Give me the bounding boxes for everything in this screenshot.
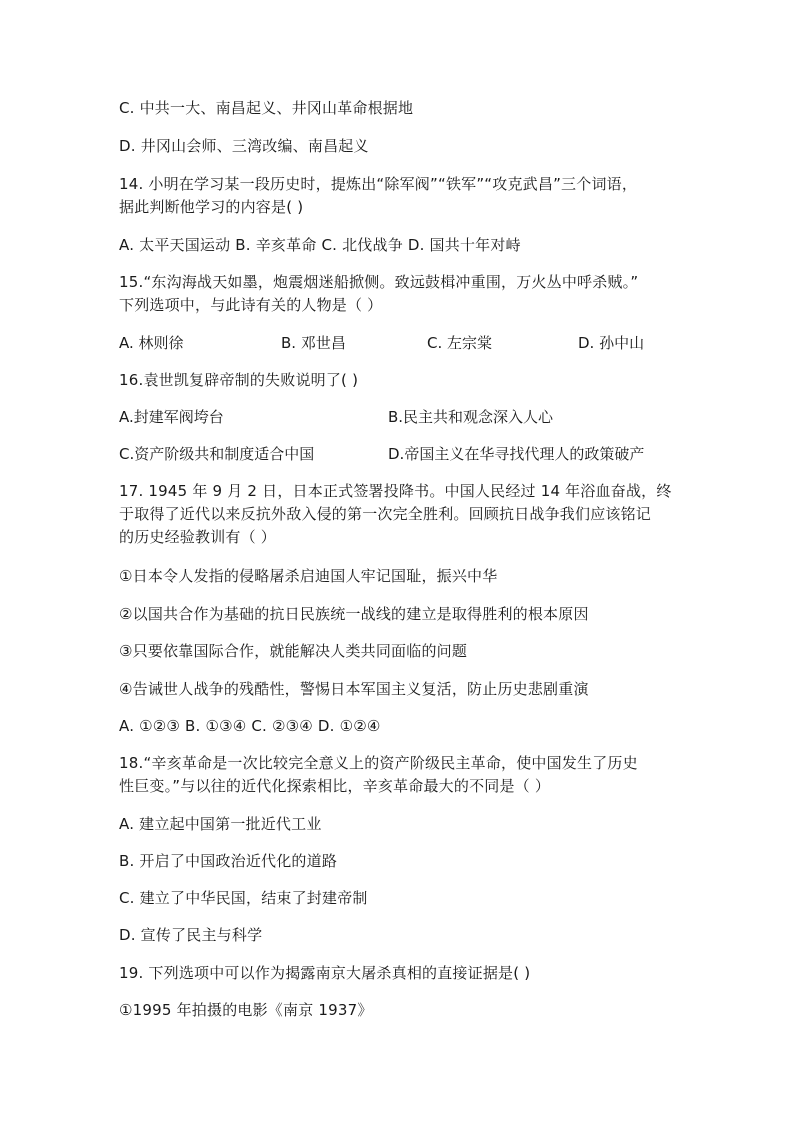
q17-item-4: ④告诫世人战争的残酷性，警惕日本军国主义复活，防止历史悲剧重演 xyxy=(119,680,589,698)
q18-stem-line1: 18.“辛亥革命是一次比较完全意义上的资产阶级民主革命，使中国发生了历史 xyxy=(119,754,638,772)
q16-option-b: B.民主共和观念深入人心 xyxy=(388,408,554,426)
q15-stem-line1: 15.“东沟海战天如墨，炮震烟迷船掀侧。致远鼓楫冲重围，万火丛中呼杀贼。” xyxy=(119,273,639,291)
q16-option-d: D.帝国主义在华寻找代理人的政策破产 xyxy=(388,445,645,463)
q18-stem-line2: 性巨变。”与以往的近代化探索相比，辛亥革命最大的不同是（ ） xyxy=(119,777,551,795)
q18-option-a: A. 建立起中国第一批近代工业 xyxy=(119,815,322,833)
q17-stem-line1: 17. 1945 年 9 月 2 日，日本正式签署投降书。中国人民经过 14 年浴血奋战，终 xyxy=(119,482,672,500)
q16-stem: 16.袁世凯复辟帝制的失败说明了( ) xyxy=(119,371,359,389)
q15-option-d: D. 孙中山 xyxy=(578,334,645,352)
q19-item-1: ①1995 年拍摄的电影《南京 1937》 xyxy=(119,1001,373,1019)
q18-option-b: B. 开启了中国政治近代化的道路 xyxy=(119,852,338,870)
q18-option-c: C. 建立了中华民国，结束了封建帝制 xyxy=(119,889,368,907)
q16-option-a: A.封建军阀垮台 xyxy=(119,408,224,426)
q17-item-1: ①日本令人发指的侵略屠杀启迪国人牢记国耻，振兴中华 xyxy=(119,567,498,585)
q17-options: A. ①②③ B. ①③④ C. ②③④ D. ①②④ xyxy=(119,717,381,735)
q16-option-c: C.资产阶级共和制度适合中国 xyxy=(119,445,315,463)
q13-option-c: C. 中共一大、南昌起义、井冈山革命根据地 xyxy=(119,99,414,117)
q13-option-d: D. 井冈山会师、三湾改编、南昌起义 xyxy=(119,137,369,155)
q15-option-a: A. 林则徐 xyxy=(119,334,184,352)
q15-option-b: B. 邓世昌 xyxy=(281,334,346,352)
q17-item-3: ③只要依靠国际合作，就能解决人类共同面临的问题 xyxy=(119,642,468,660)
q15-option-c: C. 左宗棠 xyxy=(427,334,493,352)
q15-stem-line2: 下列选项中，与此诗有关的人物是（ ） xyxy=(119,296,383,314)
q14-options: A. 太平天国运动 B. 辛亥革命 C. 北伐战争 D. 国共十年对峙 xyxy=(119,236,521,254)
q17-item-2: ②以国共合作为基础的抗日民族统一战线的建立是取得胜利的根本原因 xyxy=(119,605,589,623)
q14-stem-line1: 14. 小明在学习某一段历史时，提炼出“除军阀”“铁军”“攻克武昌”三个词语， xyxy=(119,175,638,193)
q18-option-d: D. 宣传了民主与科学 xyxy=(119,926,263,944)
q19-stem: 19. 下列选项中可以作为揭露南京大屠杀真相的直接证据是( ) xyxy=(119,964,531,982)
q14-stem-line2: 据此判断他学习的内容是( ) xyxy=(119,198,304,216)
q17-stem-line2: 于取得了近代以来反抗外敌入侵的第一次完全胜利。回顾抗日战争我们应该铭记 xyxy=(119,505,652,523)
q17-stem-line3: 的历史经验教训有（ ） xyxy=(119,528,276,546)
